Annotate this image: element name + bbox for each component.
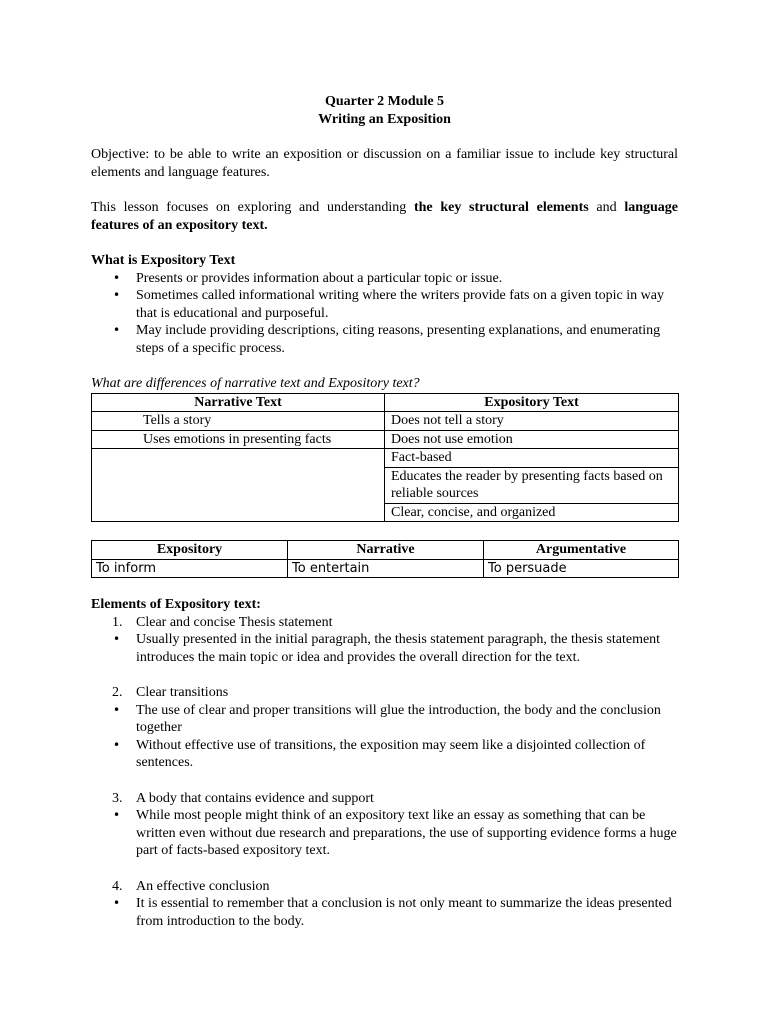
element-item-1 [91,614,678,667]
focus-text-middle: and [588,200,625,215]
list-item: • May include providing descriptions, citing reasons, presenting explanations, and enumerating steps of a specific process. [91,322,678,357]
element-number: 4. [112,878,123,894]
element-item-4 [91,878,678,931]
purpose-table [91,540,679,578]
element-title: A body that contains evidence and support [136,790,374,806]
expository-cell: Clear, concise, and organized [385,503,679,522]
elements-heading: Elements of Expository text: [91,597,261,612]
what-is-list [91,270,678,358]
list-item: • Presents or provides information about a particular topic or issue. [91,270,678,288]
expository-cell: Does not tell a story [385,412,679,431]
header-expository-type: Expository [92,541,288,560]
table-row [92,559,679,578]
expository-cell: Fact-based [385,449,679,468]
focus-bold-language: language features of an expository text. [91,200,679,233]
table-row [92,430,679,449]
list-item: • While most people might think of an expository text like an essay as something that can be written even without due research and preparations, the use of supporting evidence forms a huge part of facts-based expository text. [91,807,678,860]
module-title: Quarter 2 Module 5 [324,94,445,109]
list-item: • It is essential to remember that a conclusion is not only meant to summarize the ideas presented from introduction to the body. [91,895,678,930]
header-expository: Expository Text [385,393,679,412]
table-row [92,449,679,468]
objective-paragraph: Objective: to be able to write an exposition or discussion on a familiar issue to include key structural elements and language features. [91,147,678,180]
header-narrative-type: Narrative [288,541,484,560]
narrative-empty-cell [92,449,385,522]
differences-question: What are differences of narrative text and Expository text? [91,376,420,391]
comparison-table [91,393,679,523]
expository-cell: Educates the reader by presenting facts based on reliable sources [385,467,679,503]
narrative-cell: Tells a story [92,412,385,431]
focus-paragraph [91,199,678,234]
purpose-cell: To persuade [484,559,679,578]
narrative-cell: Uses emotions in presenting facts [92,430,385,449]
list-item: • The use of clear and proper transitions will glue the introduction, the body and the conclusion together [91,702,678,737]
header-narrative: Narrative Text [92,393,385,412]
list-item: • Without effective use of transitions, the exposition may seem like a disjointed collection of sentences. [91,737,678,772]
element-item-2 [91,684,678,772]
focus-text-start: This lesson focuses on exploring and understanding [91,200,414,215]
table-row [92,412,679,431]
element-number: 2. [112,685,123,700]
header-argumentative-type: Argumentative [484,541,679,560]
purpose-cell: To inform [92,559,288,578]
element-title: Clear and concise Thesis statement [136,614,333,630]
lesson-title: Writing an Exposition [318,111,451,127]
element-item-3 [91,790,678,860]
list-item: • Sometimes called informational writing where the writers provide fats on a given topic in way that is educational and purposeful. [91,287,678,322]
element-title: An effective conclusion [136,878,270,894]
element-number: 3. [112,790,123,806]
focus-bold-structural: the key structural elements [413,200,589,215]
page-content [91,93,678,930]
list-item: • Usually presented in the initial paragraph, the thesis statement paragraph, the thesis statement introduces the main topic or idea and provides the overall direction for the text. [91,631,678,666]
element-number: 1. [112,614,123,630]
table-header-row [92,393,679,412]
element-title: Clear transitions [136,685,229,700]
what-is-heading: What is Expository Text [91,253,236,268]
expository-cell: Does not use emotion [385,430,679,449]
table-header-row [92,541,679,560]
purpose-cell: To entertain [288,559,484,578]
